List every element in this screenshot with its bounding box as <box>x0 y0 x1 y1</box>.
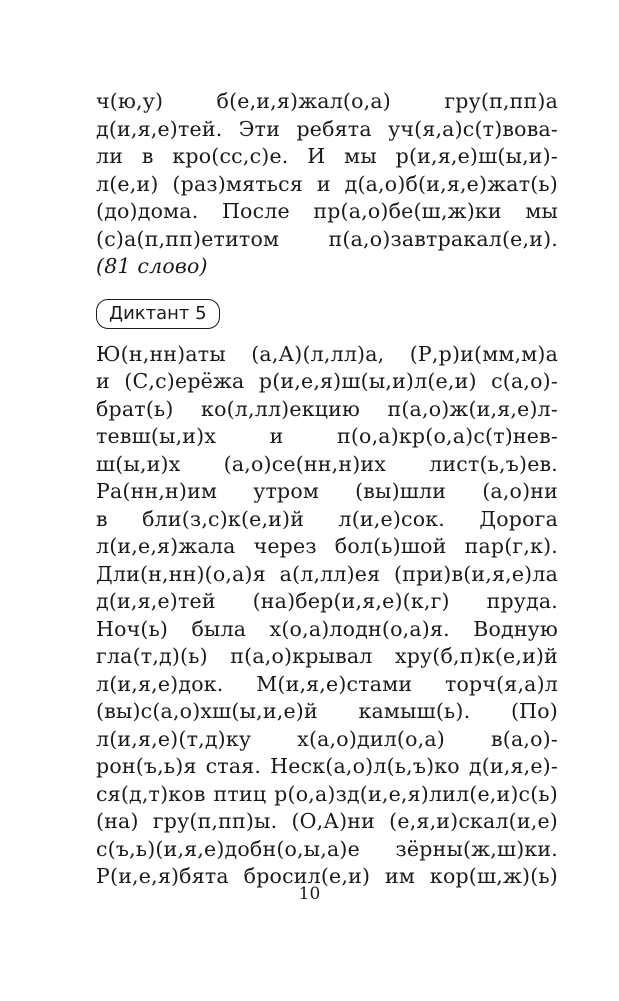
text-line: (на) гру(п,пп)ы. (О,А)ни (е,я,и)скал(и,е) <box>96 809 558 833</box>
text-line: (с)а(п,пп)етитом п(а,о)завтракал(е,и). <box>96 226 558 251</box>
text-line: (вы)с(а,о)хш(ы,и,е)й камыш(ь). (По) <box>96 699 558 723</box>
paragraph-dictation <box>96 341 558 891</box>
text-line: тевш(ы,и)х и п(о,а)кр(о,а)с(т)нев- <box>96 424 558 448</box>
page-number: 10 <box>298 884 321 904</box>
word-count: (81 слово) <box>96 254 208 278</box>
text-line: д(и,я,е)тей. Эти ребята уч(я,а)с(т)вова- <box>96 116 558 141</box>
text-line: ч(ю,у) б(е,и,я)жал(о,а) гру(п,пп)а <box>96 89 558 113</box>
text-line: Ю(н,нн)аты (а,А)(л,лл)а, (Р,р)и(мм,м)а <box>96 341 558 366</box>
text-line: Дли(н,нн)(о,а)я а(л,лл)ея (при)в(и,я,е)ла <box>96 561 558 586</box>
page-body <box>96 88 558 891</box>
paragraph-intro <box>96 88 558 281</box>
text-line: с(ъ,ь)(и,я,е)добн(о,ы,а)е зёрны(ж,ш)ки. <box>96 836 558 861</box>
text-line: в бли(з,с)к(е,и)й л(и,е)сок. Дорога <box>96 506 558 531</box>
text-line: Ра(нн,н)им утром (вы)шли (а,о)ни <box>96 479 558 503</box>
text-line: гла(т,д)(ь) п(а,о)крывал хру(б,п)к(е,и)й <box>96 644 558 668</box>
text-line: Р(и,е,я)бята бросил(е,и) им кор(ш,ж)(ь) <box>96 864 558 888</box>
text-line: л(и,я,е)(т,д)ку х(а,о)дил(о,а) в(а,о)- <box>96 726 558 751</box>
text-line: л(е,и) (раз)мяться и д(а,о)б(и,я,е)жат(ь) <box>96 171 558 196</box>
text-line: л(и,я,е)док. М(и,я,е)стами торч(я,а)л <box>96 671 558 696</box>
text-line: и (С,с)ерёжа р(и,е,я)ш(ы,и)л(е,и) с(а,о)- <box>96 369 558 393</box>
text-line: (до)дома. После пр(а,о)бе(ш,ж)ки мы <box>96 199 558 223</box>
text-line: ш(ы,и)х (а,о)се(нн,н)их лист(ь,ъ)ев. <box>96 451 558 476</box>
text-line: рон(ъ,ь)я стая. Неск(а,о)л(ь,ъ)ко д(и,я,е)- <box>96 754 558 778</box>
text-line: л(и,е,я)жала через бол(ь)шой пар(г,к). <box>96 534 558 558</box>
section-heading: Диктант 5 <box>96 299 220 329</box>
text-line: д(и,я,е)тей (на)бер(и,я,е)(к,г) пруда. <box>96 589 558 613</box>
text-line: ся(д,т)ков птиц р(о,а)зд(и,е,я)лил(е,и)с(ь) <box>96 781 558 806</box>
text-line: ли в кро(сс,с)е. И мы р(и,я,е)ш(ы,и)- <box>96 144 558 168</box>
text-line: Ноч(ь) была х(о,а)лодн(о,а)я. Водную <box>96 616 558 641</box>
section-heading-wrap <box>96 299 558 329</box>
text-line: брат(ь) ко(л,лл)екцию п(а,о)ж(и,я,е)л- <box>96 396 558 421</box>
